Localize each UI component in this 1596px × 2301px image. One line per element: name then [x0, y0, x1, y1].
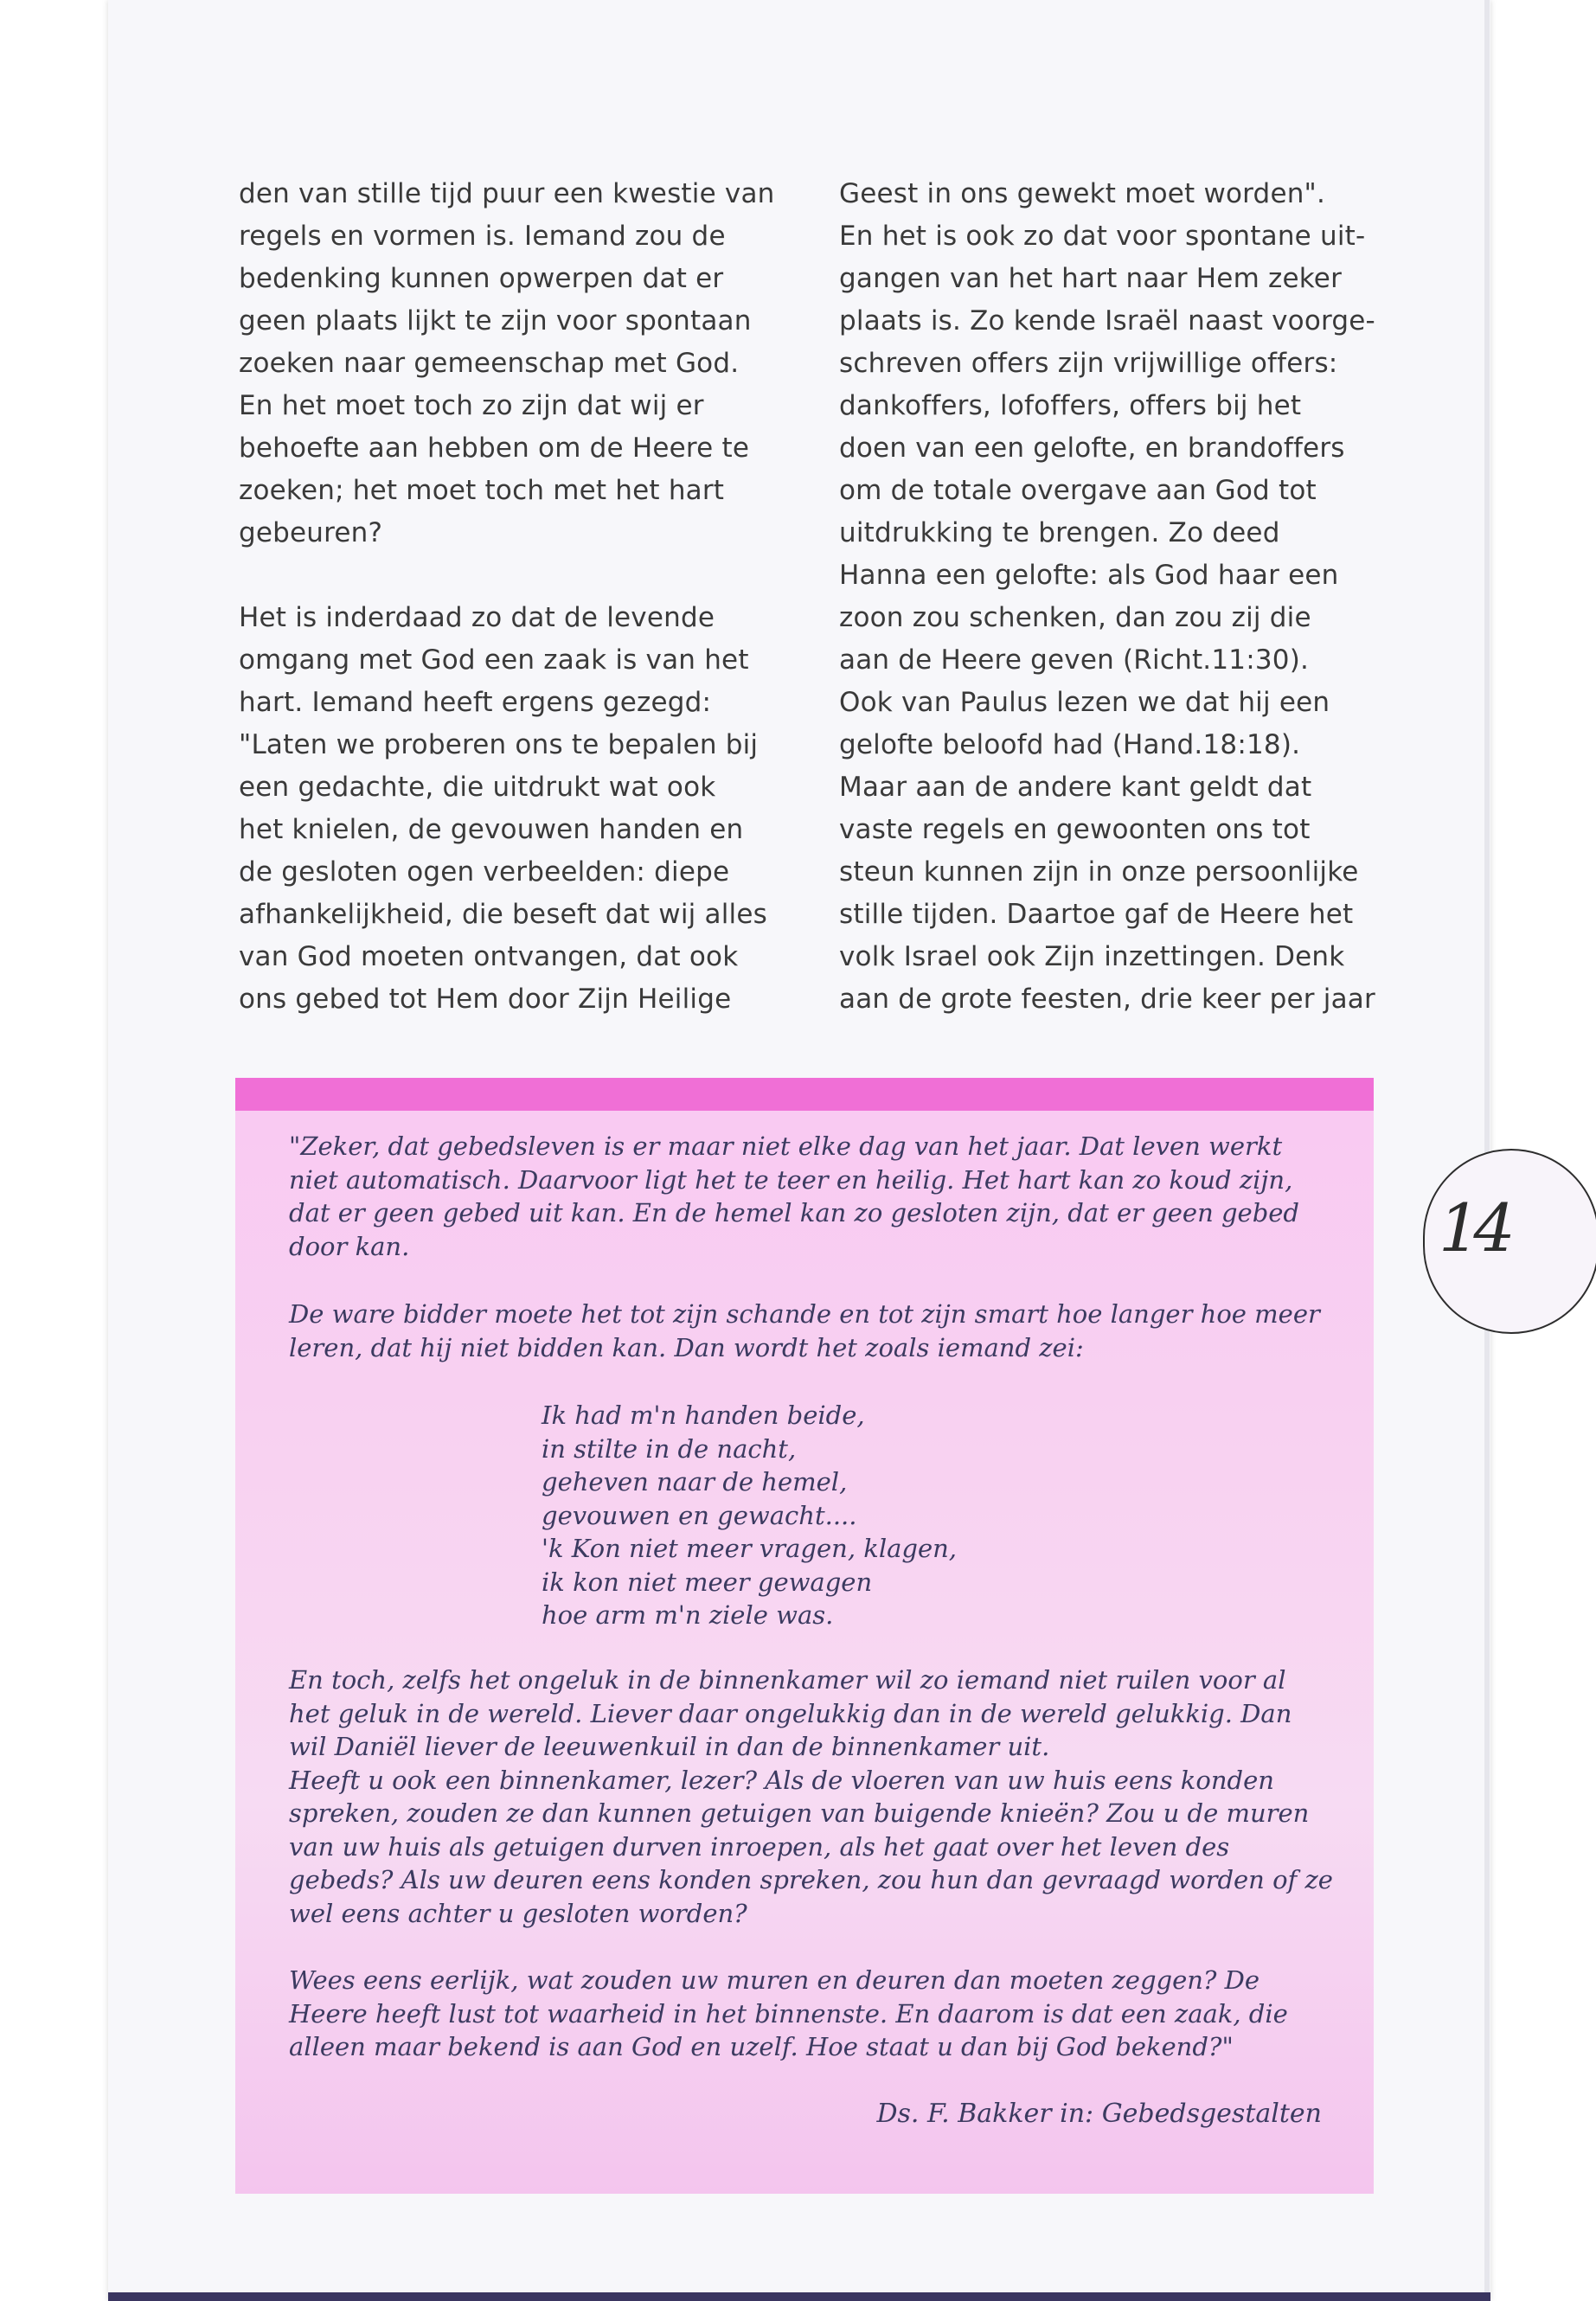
- poem-line: ik kon niet meer gewagen: [542, 1567, 873, 1597]
- text-line: behoefte aan hebben om de Heere te: [239, 433, 750, 464]
- quote-line: van uw huis als getuigen durven inroepen, als het gaat over het leven des: [289, 1831, 1230, 1862]
- text-line: regels en vormen is. Iemand zou de: [239, 221, 726, 252]
- text-line: Ook van Paulus lezen we dat hij een: [839, 687, 1330, 718]
- quote-line: alleen maar bekend is aan God en uzelf. Hoe staat u dan bij God bekend?": [289, 2032, 1234, 2061]
- text-line: zoeken; het moet toch met het hart: [239, 475, 725, 506]
- text-line: aan de Heere geven (Richt.11:30).: [839, 644, 1310, 676]
- text-line: zoeken naar gemeenschap met God.: [239, 348, 740, 379]
- quote-line: wel eens achter u gesloten worden?: [289, 1898, 747, 1928]
- quote-paragraph-1: [289, 1130, 1299, 1263]
- poem-line: 'k Kon niet meer vragen, klagen,: [542, 1534, 958, 1563]
- text-line: gangen van het hart naar Hem zeker: [839, 263, 1343, 294]
- text-line: zoon zou schenken, dan zou zij die: [839, 602, 1311, 633]
- quote-line: spreken, zouden ze dan kunnen getuigen van buigende knieën? Zou u de muren: [289, 1798, 1310, 1828]
- text-line: doen van een gelofte, en brandoffers: [839, 433, 1345, 464]
- text-line: Hanna een gelofte: als God haar een: [839, 560, 1339, 591]
- page-number: 14: [1439, 1189, 1509, 1266]
- text-line: omgang met God een zaak is van het: [239, 644, 749, 676]
- quote-line: dat er geen gebed uit kan. En de hemel kan zo gesloten zijn, dat er geen gebed: [289, 1198, 1299, 1227]
- quote-line: "Zeker, dat gebedsleven is er maar niet elke dag van het jaar. Dat leven werkt: [289, 1131, 1283, 1161]
- poem-line: Ik had m'n handen beide,: [542, 1400, 865, 1430]
- left-paragraph-2: [239, 597, 792, 1021]
- text-line: steun kunnen zijn in onze persoonlijke: [839, 856, 1359, 888]
- text-line: dankoffers, lofoffers, offers bij het: [839, 390, 1302, 421]
- quote-line: wil Daniël liever de leeuwenkuil in dan de binnenkamer uit.: [289, 1732, 1050, 1761]
- text-line: schreven offers zijn vrijwillige offers:: [839, 348, 1338, 379]
- text-line: vaste regels en gewoonten ons tot: [839, 814, 1311, 845]
- right-text-column: [839, 173, 1393, 1021]
- text-line: En het is ook zo dat voor spontane uit-: [839, 221, 1366, 252]
- text-line: stille tijden. Daartoe gaf de Heere het: [839, 899, 1354, 930]
- quote-poem: [542, 1399, 957, 1632]
- text-line: hart. Iemand heeft ergens gezegd:: [239, 687, 712, 718]
- quote-line: En toch, zelfs het ongeluk in de binnenkamer wil zo iemand niet ruilen voor al: [289, 1665, 1286, 1695]
- right-paragraph: [839, 173, 1393, 1021]
- quote-line: niet automatisch. Daarvoor ligt het te teer en heilig. Het hart kan zo koud zijn,: [289, 1164, 1293, 1195]
- text-line: Het is inderdaad zo dat de levende: [239, 602, 715, 633]
- page-edge: [1484, 0, 1490, 2301]
- text-line: de gesloten ogen verbeelden: diepe: [239, 856, 730, 888]
- quote-header-bar: [235, 1078, 1374, 1111]
- text-line: gebeuren?: [239, 517, 383, 548]
- text-line: geen plaats lijkt te zijn voor spontaan: [239, 305, 752, 336]
- text-line: ons gebed tot Hem door Zijn Heilige: [239, 984, 732, 1015]
- quote-line: Heere heeft lust tot waarheid in het binnenste. En daarom is dat een zaak, die: [289, 1998, 1288, 2029]
- bottom-rule: [108, 2292, 1490, 2301]
- text-line: om de totale overgave aan God tot: [839, 475, 1317, 506]
- text-line: den van stille tijd puur een kwestie van: [239, 178, 775, 209]
- quote-source: Ds. F. Bakker in: Gebedsgestalten: [876, 2099, 1322, 2129]
- quote-line: De ware bidder moete het tot zijn schande en tot zijn smart hoe langer hoe meer: [289, 1299, 1320, 1329]
- text-line: volk Israel ook Zijn inzettingen. Denk: [839, 941, 1345, 972]
- quote-paragraph-3: [289, 1663, 1333, 1930]
- quote-line: leren, dat hij niet bidden kan. Dan wordt het zoals iemand zei:: [289, 1332, 1084, 1362]
- text-line: Geest in ons gewekt moet worden".: [839, 178, 1326, 209]
- quote-line: door kan.: [289, 1231, 410, 1261]
- quote-box: [235, 1078, 1374, 2194]
- quote-line: gebeds? Als uw deuren eens konden spreken, zou hun dan gevraagd worden of ze: [289, 1865, 1333, 1894]
- quote-paragraph-4: [289, 1964, 1288, 2064]
- poem-line: gevouwen en gewacht....: [542, 1500, 857, 1530]
- text-line: van God moeten ontvangen, dat ook: [239, 941, 739, 972]
- text-line: gelofte beloofd had (Hand.18:18).: [839, 729, 1301, 760]
- text-line: bedenking kunnen opwerpen dat er: [239, 263, 724, 294]
- text-line: afhankelijkheid, die beseft dat wij alles: [239, 899, 767, 930]
- text-line: plaats is. Zo kende Israël naast voorge-: [839, 305, 1375, 336]
- text-line: het knielen, de gevouwen handen en: [239, 814, 744, 845]
- poem-line: hoe arm m'n ziele was.: [542, 1600, 834, 1630]
- poem-line: in stilte in de nacht,: [542, 1433, 797, 1464]
- quote-line: Wees eens eerlijk, wat zouden uw muren en deuren dan moeten zeggen? De: [289, 1965, 1260, 1995]
- text-line: En het moet toch zo zijn dat wij er: [239, 390, 704, 421]
- left-text-column: [239, 173, 792, 1021]
- quote-line: Heeft u ook een binnenkamer, lezer? Als de vloeren van uw huis eens konden: [289, 1765, 1274, 1795]
- quote-line: het geluk in de wereld. Liever daar ongelukkig dan in de wereld gelukkig. Dan: [289, 1698, 1292, 1728]
- text-line: Maar aan de andere kant geldt dat: [839, 772, 1312, 803]
- text-line: een gedachte, die uitdrukt wat ook: [239, 772, 716, 803]
- poem-line: geheven naar de hemel,: [542, 1467, 848, 1497]
- left-paragraph-1: [239, 173, 792, 554]
- text-line: "Laten we proberen ons te bepalen bij: [239, 729, 759, 760]
- quote-paragraph-2: [289, 1298, 1320, 1364]
- text-line: aan de grote feesten, drie keer per jaar: [839, 984, 1375, 1015]
- text-line: uitdrukking te brengen. Zo deed: [839, 517, 1280, 548]
